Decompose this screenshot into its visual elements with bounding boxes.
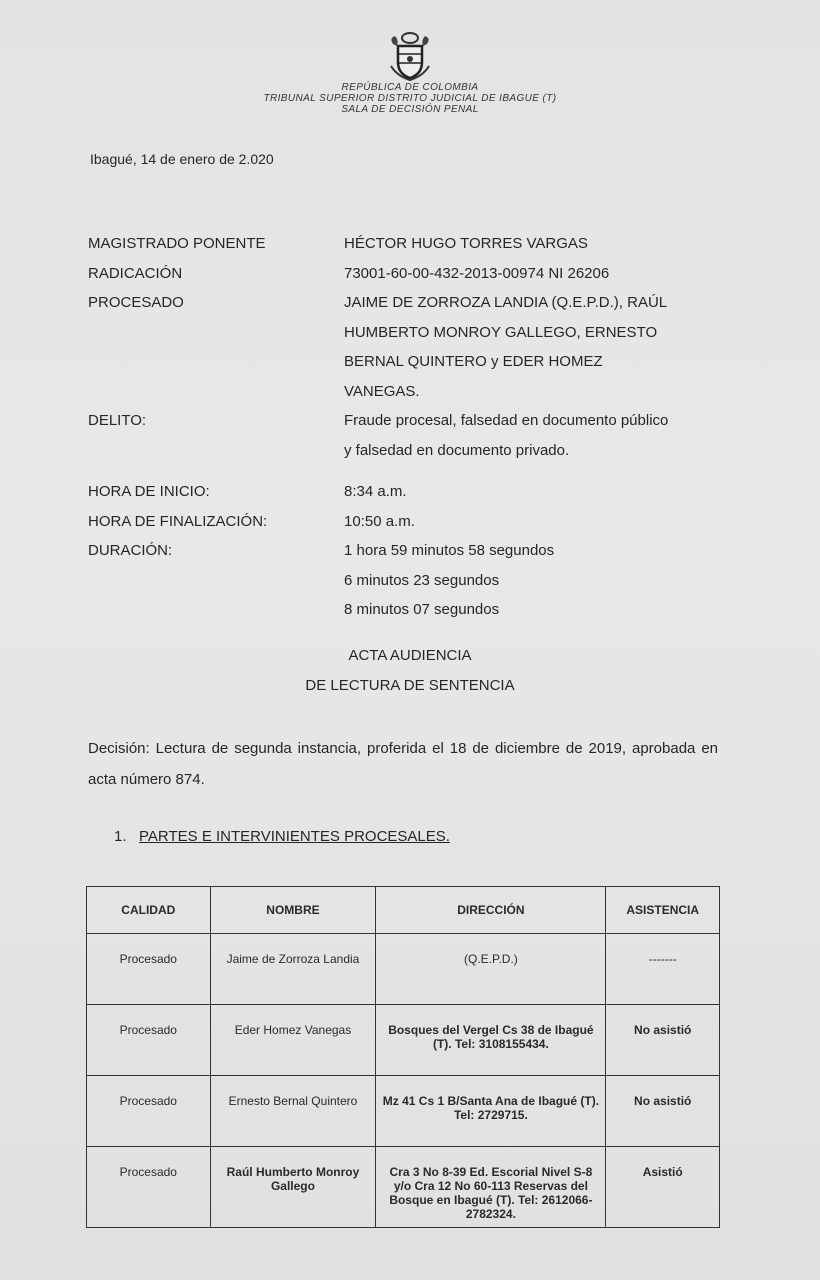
document-header: [0, 30, 820, 115]
field-value-line: 6 minutos 23 segundos: [344, 571, 500, 589]
table-cell: No asistió: [606, 1076, 720, 1147]
field-value-line: 1 hora 59 minutos 58 segundos: [344, 542, 555, 559]
table-cell: Procesado: [87, 1005, 211, 1076]
field-label: DURACIÓN:: [88, 542, 173, 559]
field-label: DELITO:: [88, 412, 147, 429]
decision-paragraph: Decisión: Lectura de segunda instancia, proferida el 18 de diciembre de 2019, aprobada en acta número 874.: [88, 740, 718, 788]
header-sala: SALA DE DECISIÓN PENAL: [341, 104, 479, 115]
acta-title-line1: ACTA AUDIENCIA: [348, 647, 472, 664]
field-procesado: [88, 288, 748, 406]
field-magistrado: [88, 229, 748, 259]
table-row: [87, 934, 720, 1005]
table-header: ASISTENCIA: [606, 887, 720, 934]
parties-table: [86, 886, 720, 1228]
table-cell: Bosques del Vergel Cs 38 de Ibagué (T). Tel: 3108155434.: [376, 1005, 606, 1076]
table-cell: Asistió: [606, 1147, 720, 1228]
field-value: HÉCTOR HUGO TORRES VARGAS: [344, 235, 588, 252]
case-fields: [88, 229, 748, 625]
field-value: 73001-60-00-432-2013-00974 NI 26206: [344, 264, 610, 282]
field-label: MAGISTRADO PONENTE: [88, 235, 266, 252]
table-header: CALIDAD: [87, 887, 211, 934]
table-cell: Cra 3 No 8-39 Ed. Escorial Nivel S-8 y/o Cra 12 No 60-113 Reservas del Bosque en Ibagué (T). Tel: 2612066-2782324.: [376, 1147, 606, 1228]
table-cell: -------: [606, 934, 720, 1005]
table-cell: Ernesto Bernal Quintero: [210, 1076, 376, 1147]
section-title: PARTES E INTERVINIENTES PROCESALES.: [139, 828, 450, 845]
table-header: DIRECCIÓN: [376, 887, 606, 934]
field-hora-inicio: [88, 477, 748, 507]
field-duracion: [88, 536, 748, 625]
field-value-line: BERNAL QUINTERO y EDER HOMEZ: [344, 353, 603, 370]
table-row: [87, 1147, 720, 1228]
table-header: NOMBRE: [210, 887, 376, 934]
table-cell: Raúl Humberto Monroy Gallego: [210, 1147, 376, 1228]
field-label: HORA DE INICIO:: [88, 483, 210, 500]
field-label: HORA DE FINALIZACIÓN:: [88, 512, 268, 530]
section-number: 1.: [114, 828, 127, 845]
table-cell: Procesado: [87, 1147, 211, 1228]
table-row: [87, 1076, 720, 1147]
field-delito: [88, 406, 748, 465]
table-cell: Procesado: [87, 934, 211, 1005]
table-header-row: [87, 887, 720, 934]
table-cell: Jaime de Zorroza Landia: [210, 934, 376, 1005]
table-cell: Mz 41 Cs 1 B/Santa Ana de Ibagué (T). Tel: 2729715.: [376, 1076, 606, 1147]
coat-of-arms-icon: [383, 30, 437, 82]
header-republic: REPÚBLICA DE COLOMBIA: [341, 82, 479, 93]
table-cell: Procesado: [87, 1076, 211, 1147]
table-row: [87, 1005, 720, 1076]
field-value-line: HUMBERTO MONROY GALLEGO, ERNESTO: [344, 323, 658, 341]
acta-title-line2: DE LECTURA DE SENTENCIA: [305, 677, 515, 694]
field-value: 10:50 a.m.: [344, 512, 415, 530]
field-label: RADICACIÓN: [88, 264, 183, 282]
field-value-line: y falsedad en documento privado.: [344, 441, 570, 459]
table-cell: Eder Homez Vanegas: [210, 1005, 376, 1076]
field-value-line: 8 minutos 07 segundos: [344, 601, 500, 618]
header-tribunal: TRIBUNAL SUPERIOR DISTRITO JUDICIAL DE IBAGUE (T): [263, 93, 557, 104]
field-radicacion: [88, 259, 748, 289]
field-value-line: JAIME DE ZORROZA LANDIA (Q.E.P.D.), RAÚL: [344, 294, 668, 311]
table-cell: (Q.E.P.D.): [376, 934, 606, 1005]
document-date: Ibagué, 14 de enero de 2.020: [90, 151, 274, 167]
field-label: PROCESADO: [88, 294, 184, 311]
section-heading: [114, 828, 450, 845]
field-value-line: VANEGAS.: [344, 382, 420, 400]
table-cell: No asistió: [606, 1005, 720, 1076]
field-hora-fin: [88, 507, 748, 537]
field-value-line: Fraude procesal, falsedad en documento público: [344, 412, 669, 429]
field-value: 8:34 a.m.: [344, 483, 407, 500]
